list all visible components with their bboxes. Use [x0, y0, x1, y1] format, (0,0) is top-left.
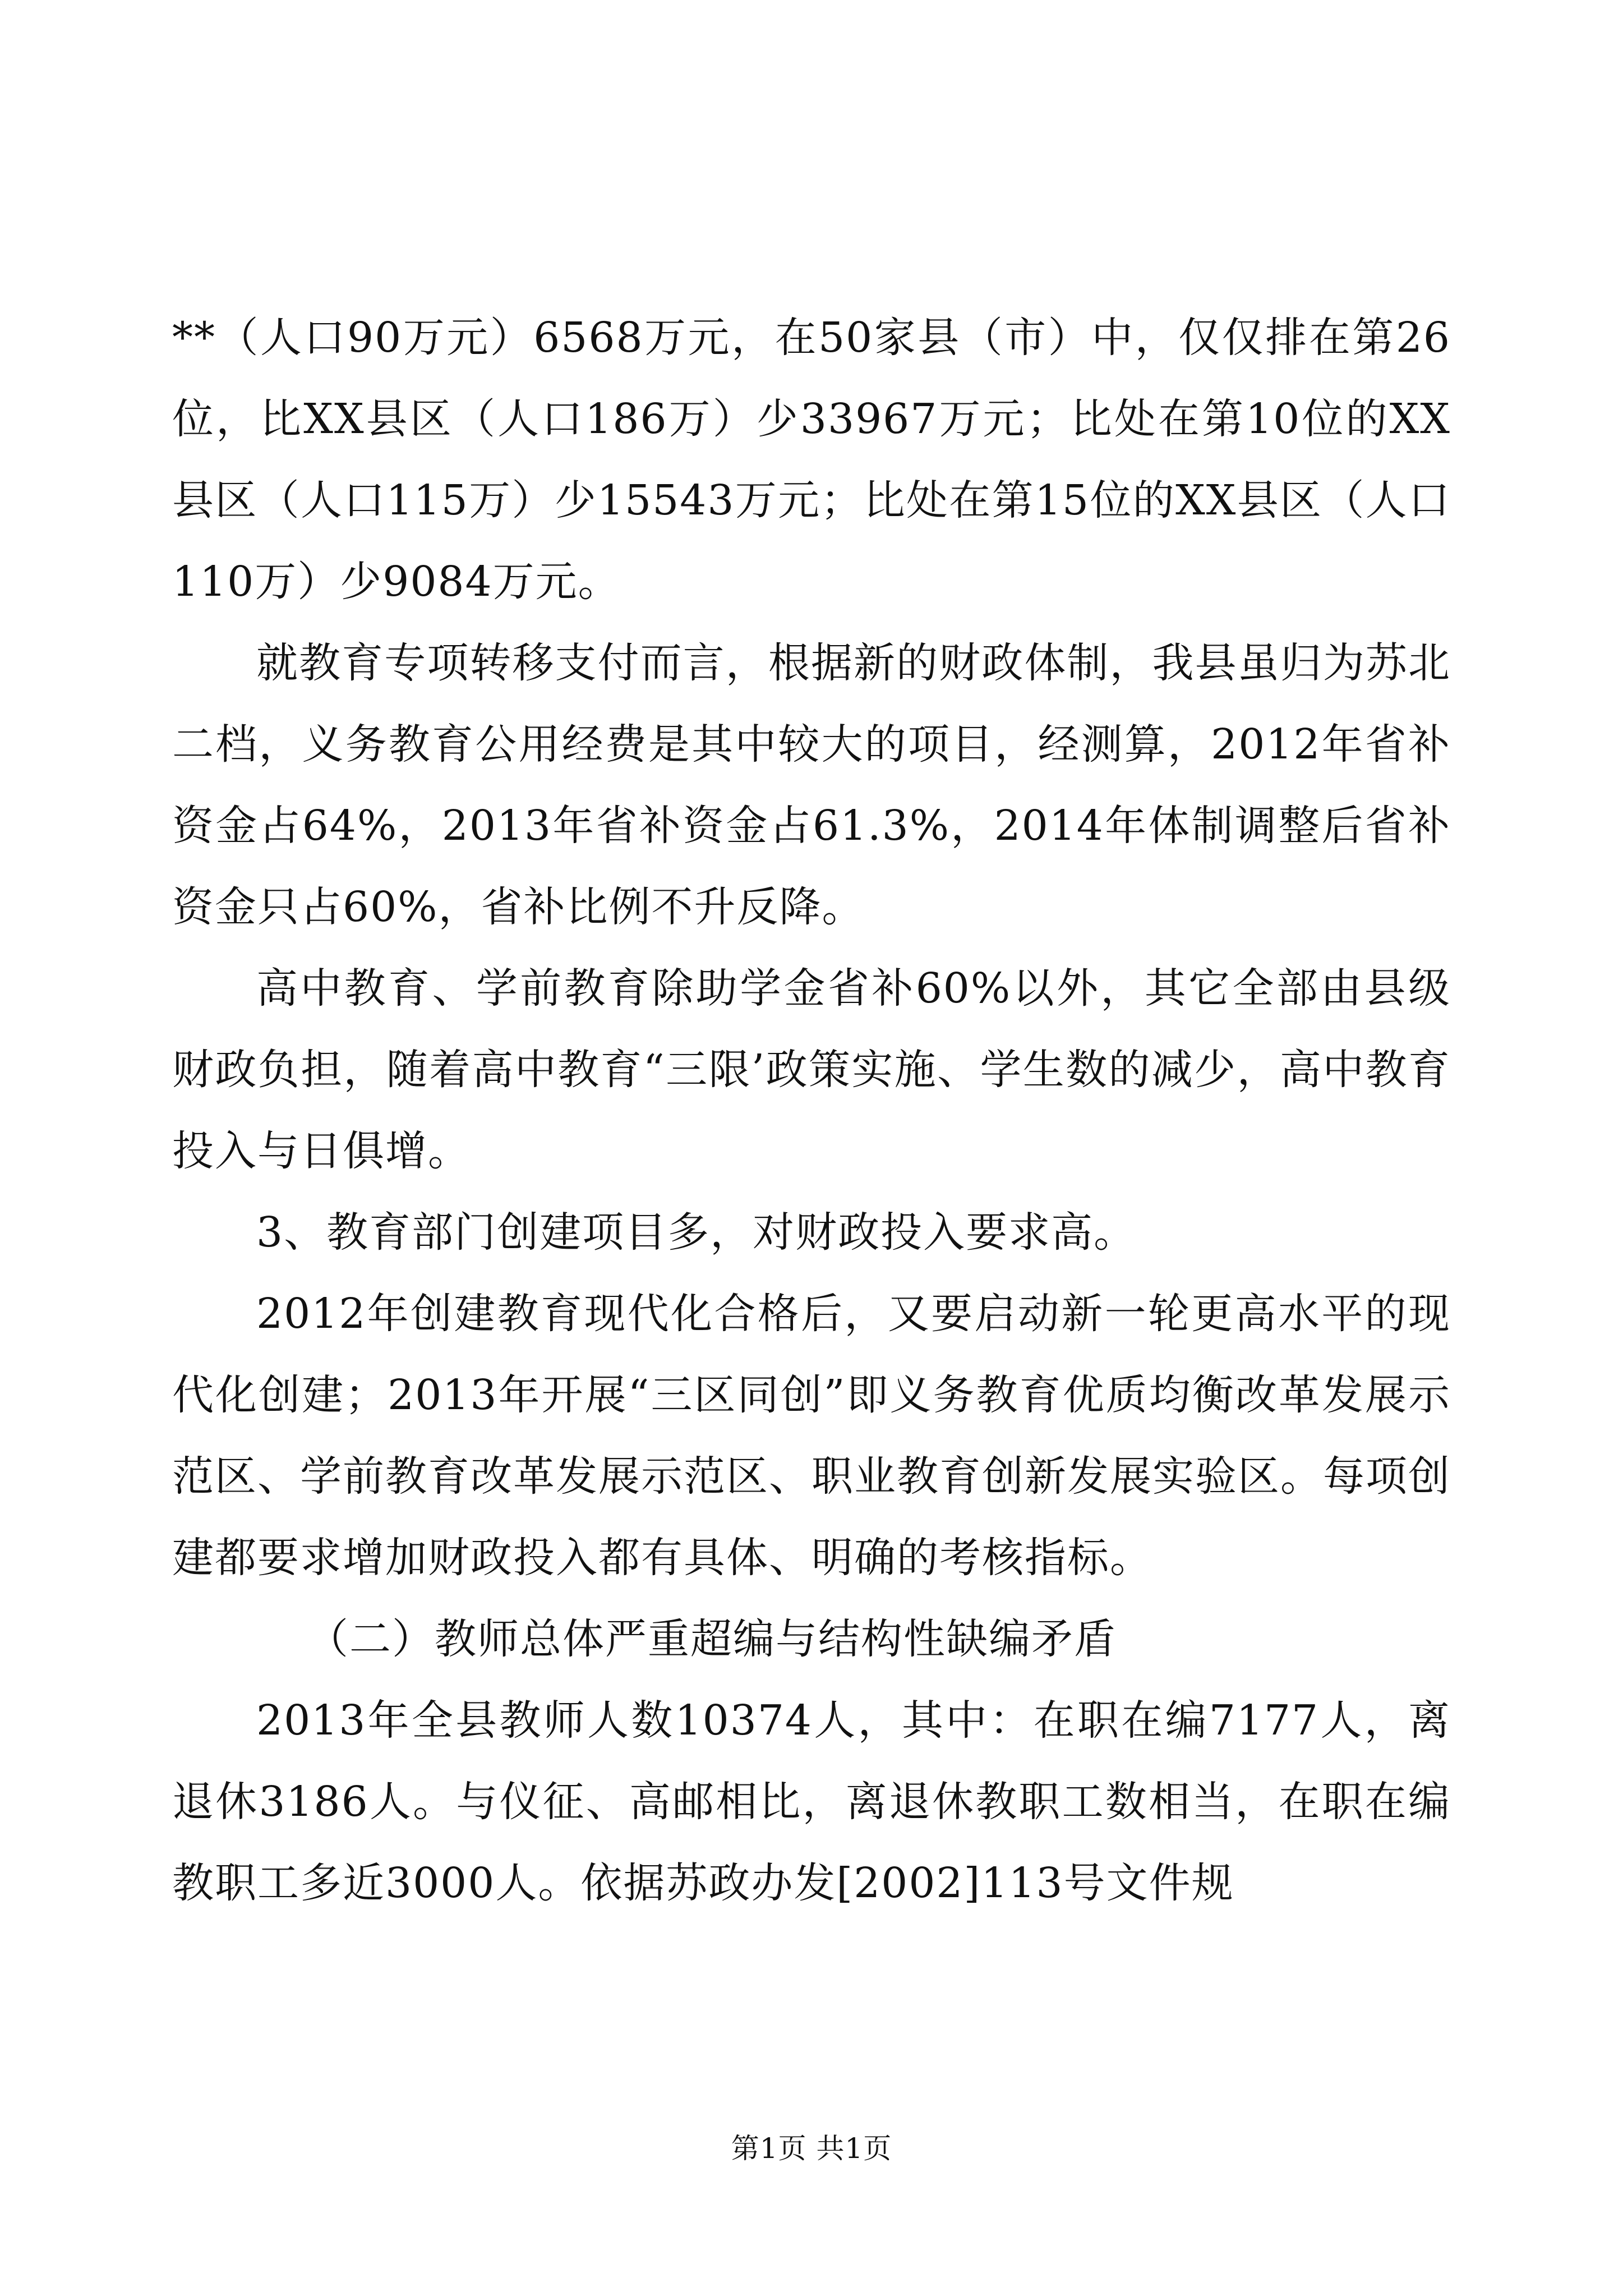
page-footer: 第1页 共1页	[731, 2132, 892, 2165]
document-body	[172, 297, 1451, 1924]
paragraph-education-transfer: 就教育专项转移支付而言，根据新的财政体制，我县虽归为苏北二档，义务教育公用经费是其中较大的项目，经测算，2012年省补资金占64%，2013年省补资金占61.3%，2014年体制调整后省补资金只占60%，省补比例不升反降。	[172, 639, 1451, 931]
section-heading-teacher-staffing: （二）教师总体严重超编与结构性缺编矛盾	[307, 1615, 1117, 1663]
paragraph-modernization-projects: 2012年创建教育现代化合格后，又要启动新一轮更高水平的现代化创建；2013年开展“三区同创”即义务教育优质均衡改革发展示范区、学前教育改革发展示范区、职业教育创新发展实验区。每项创建都要求增加财政投入都有具体、明确的考核指标。	[172, 1290, 1451, 1582]
paragraph-teacher-numbers: 2013年全县教师人数10374人，其中：在职在编7177人，离退休3186人。与仪征、高邮相比，离退休教职工数相当，在职在编教职工多近3000人。依据苏政办发[2002]113号文件规	[172, 1696, 1451, 1907]
paragraph-funding-comparison: **（人口90万元）6568万元，在50家县（市）中，仅仅排在第26位，比XX县区（人口186万）少33967万元；比处在第10位的XX县区（人口115万）少15543万元；比处在第15位的XX县区（人口110万）少9084万元。	[172, 314, 1451, 606]
paragraph-section-3-heading: 3、教育部门创建项目多，对财政投入要求高。	[256, 1208, 1137, 1257]
paragraph-high-school-preschool: 高中教育、学前教育除助学金省补60%以外，其它全部由县级财政负担，随着高中教育“三限’政策实施、学生数的减少，高中教育投入与日俱增。	[172, 964, 1451, 1175]
